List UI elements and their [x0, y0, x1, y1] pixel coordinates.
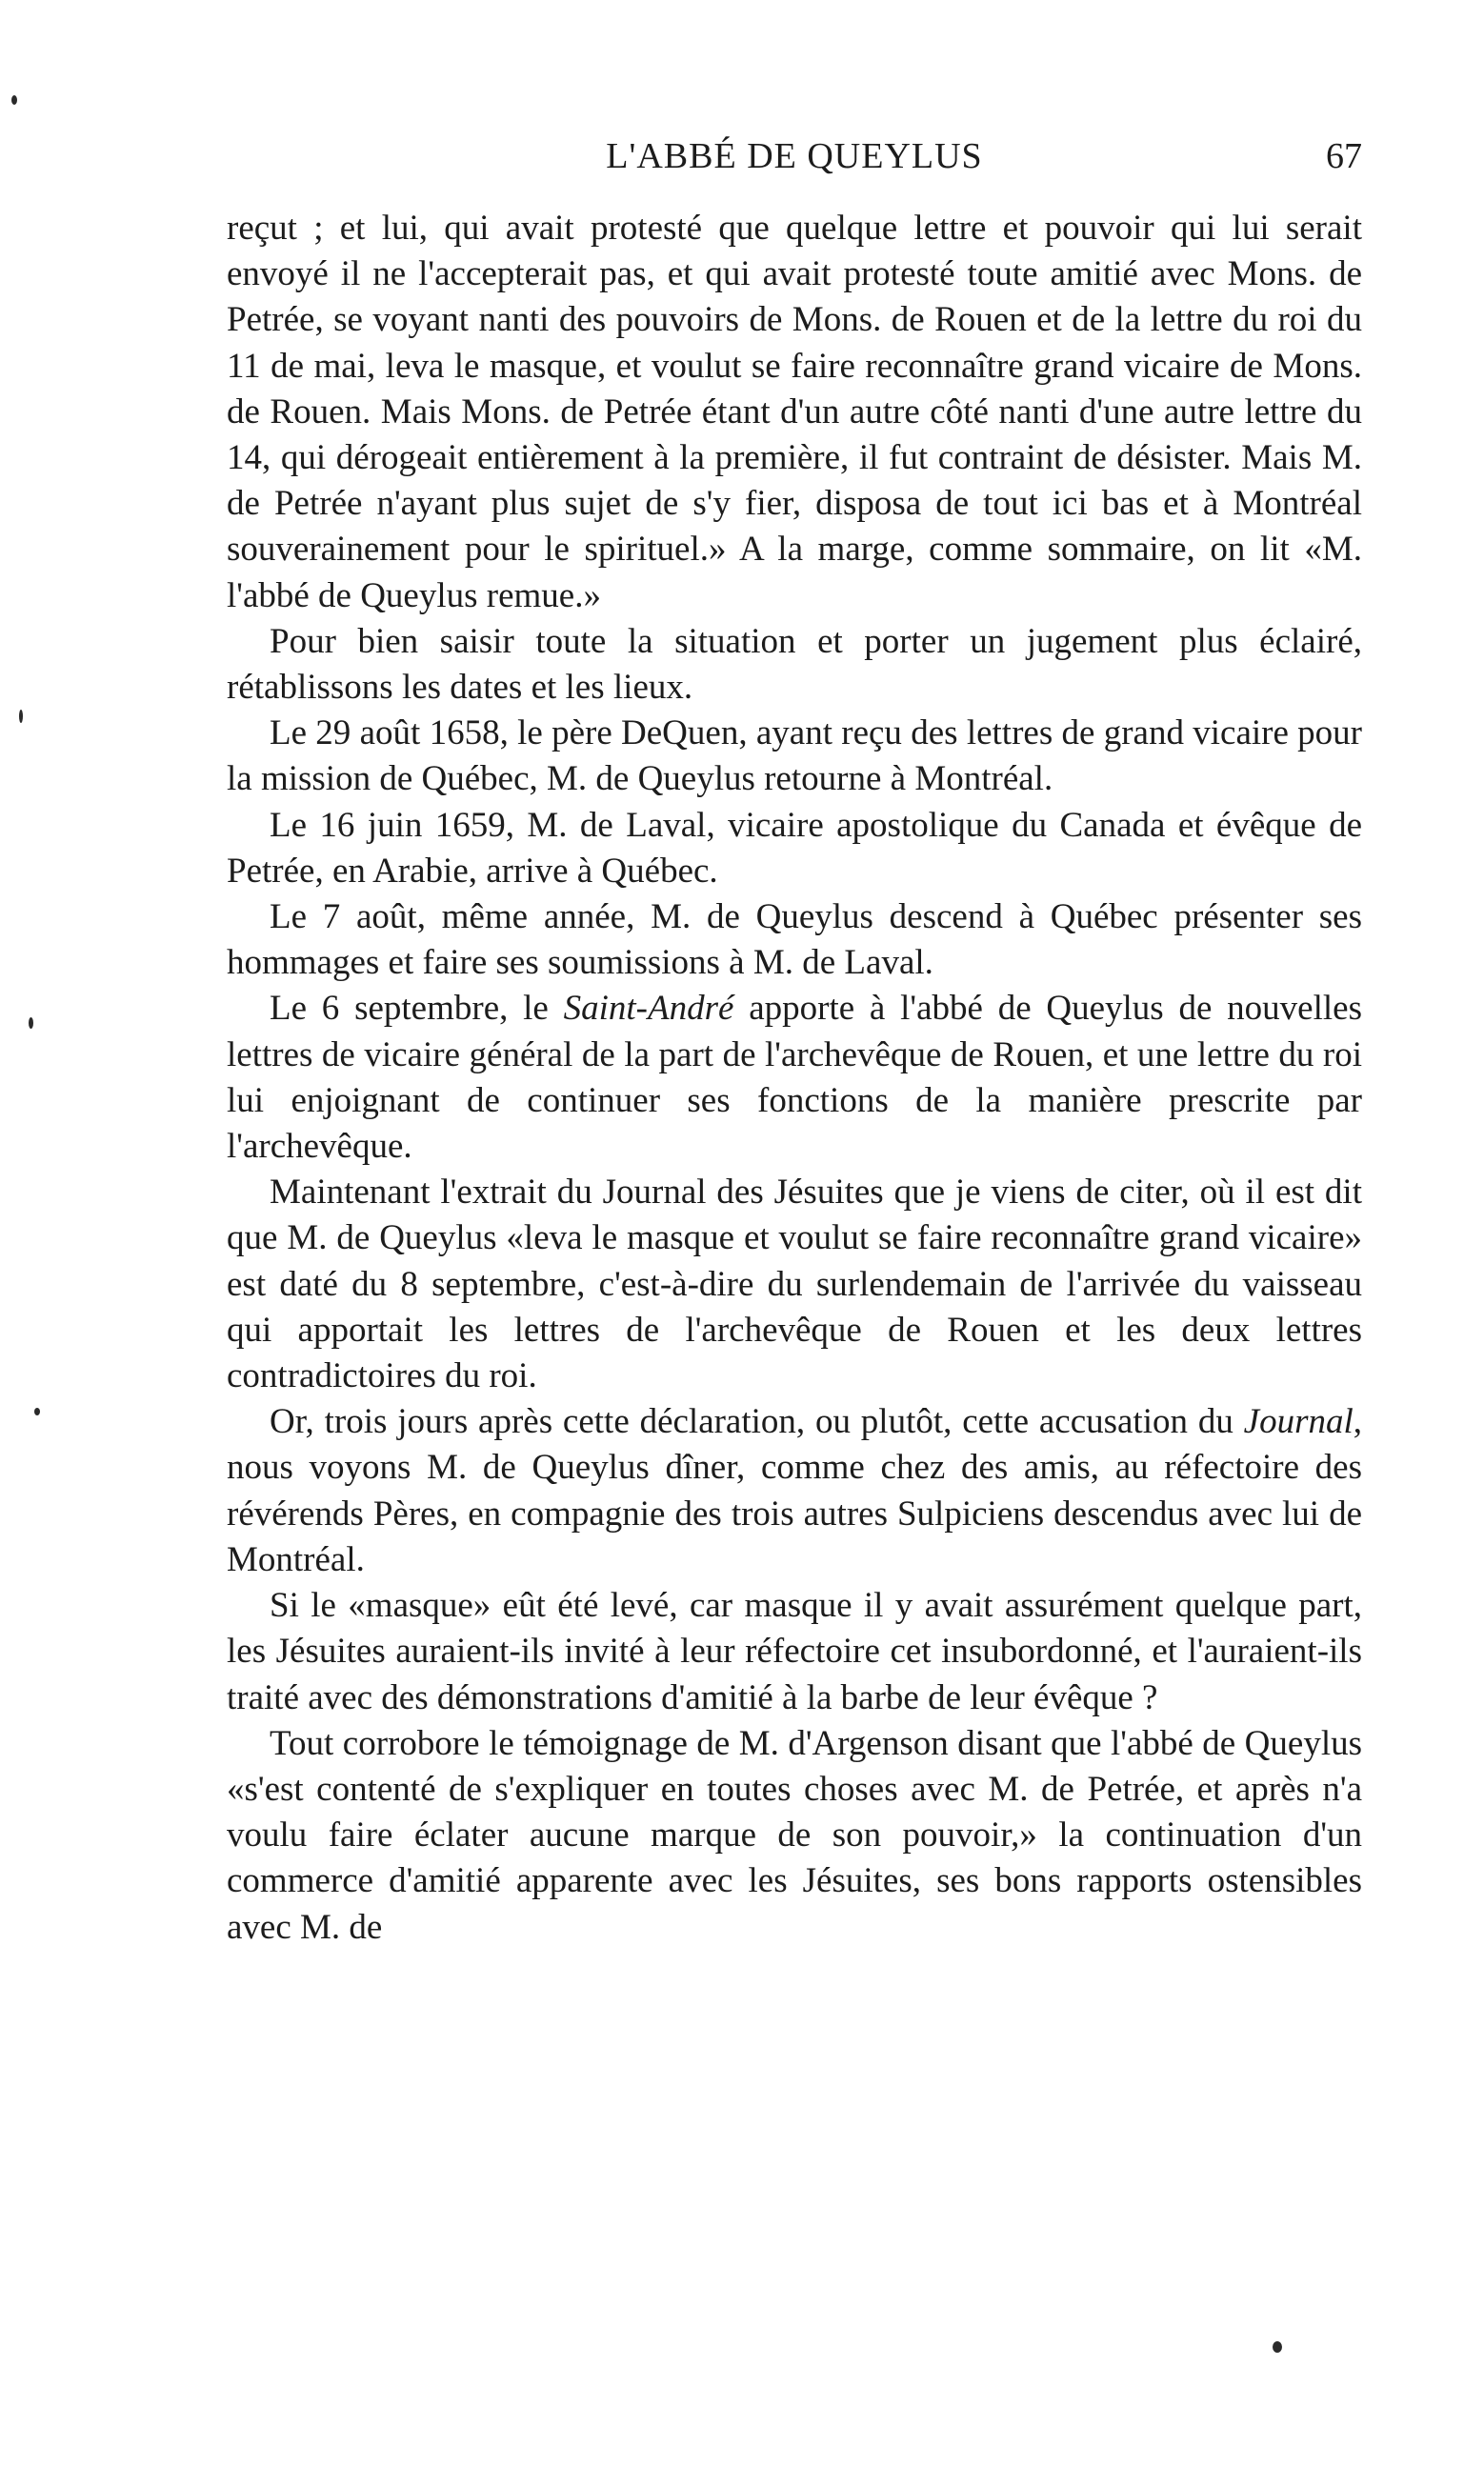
paragraph: reçut ; et lui, qui avait protesté que quelque lettre et pouvoir qui lui serait envoyé il ne l'accepterait pas, et qui avait protesté toute amitié avec Mons. de Petrée, se voyant nanti des pouvoirs de Mons. de Rouen et de la lettre du roi du 11 de mai, leva le masque, et voulut se faire reconnaître grand vicaire de Mons. de Rouen. Mais Mons. de Petrée étant d'un autre côté nanti d'une autre lettre du 14, qui dérogeait entièrement à la première, il fut contraint de désister. Mais M. de Petrée n'ayant plus sujet de s'y fier, disposa de tout ici bas et à Montréal souverainement pour le spirituel.» A la marge, comme sommaire, on lit «M. l'abbé de Queylus remue.»	[227, 209, 1362, 615]
page-number: 67	[1326, 136, 1362, 176]
scan-speck	[1273, 2341, 1282, 2353]
journal-title: Journal	[1243, 1402, 1354, 1442]
ship-name: Saint-André	[563, 989, 734, 1029]
paragraph-text: Le 6 septembre, le	[270, 989, 564, 1029]
paragraph-text: Or, trois jours après cette déclaration, ou plutôt, cette accusation du	[270, 1402, 1244, 1442]
paragraph-text: , nous voyons M. de Queylus dîner, comme chez des amis, au réfectoire des révérends Pères, en compagnie des trois autres Sulpiciens descendus avec lui de Montréal.	[227, 1402, 1362, 1579]
body-text	[227, 206, 1362, 1951]
running-title: L'ABBÉ DE QUEYLUS	[606, 136, 983, 176]
paragraph	[227, 1399, 1362, 1583]
scan-speck	[11, 95, 17, 105]
scan-speck	[29, 1017, 33, 1029]
paragraph: Le 7 août, même année, M. de Queylus descend à Québec présenter ses hommages et faire ses soumissions à M. de Laval.	[227, 897, 1362, 983]
scan-speck	[34, 1408, 40, 1415]
paragraph	[227, 986, 1362, 1170]
paragraph: Maintenant l'extrait du Journal des Jésuites que je viens de citer, où il est dit que M. de Queylus «leva le masque et voulut se faire reconnaître grand vicaire» est daté du 8 septembre, c'est-à-dire du surlendemain de l'arrivée du vaisseau qui apportait les lettres de l'archevêque de Rouen et les deux lettres contradictoires du roi.	[227, 1173, 1362, 1396]
paragraph: Tout corrobore le témoignage de M. d'Argenson disant que l'abbé de Queylus «s'est contenté de s'expliquer en toutes choses avec M. de Petrée, et après n'a voulu faire éclater aucune marque de son pouvoir,» la continuation d'un commerce d'amitié apparente avec les Jésuites, ses bons rapports ostensibles avec M. de	[227, 1723, 1362, 1947]
scan-speck	[19, 710, 23, 723]
paragraph: Le 29 août 1658, le père DeQuen, ayant reçu des lettres de grand vicaire pour la mission de Québec, M. de Queylus retourne à Montréal.	[227, 713, 1362, 799]
paragraph: Le 16 juin 1659, M. de Laval, vicaire apostolique du Canada et évêque de Petrée, en Arabie, arrive à Québec.	[227, 805, 1362, 891]
paragraph: Si le «masque» eût été levé, car masque il y avait assurément quelque part, les Jésuites auraient-ils invité à leur réfectoire cet insubordonné, et l'auraient-ils traité avec des démonstrations d'amitié à la barbe de leur évêque ?	[227, 1586, 1362, 1717]
paragraph-text: apporte à l'abbé de Queylus de nouvelles lettres de vicaire général de la part de l'archevêque de Rouen, et une lettre du roi lui enjoignant de continuer ses fonctions de la manière prescrite par l'archevêque.	[227, 989, 1362, 1167]
paragraph: Pour bien saisir toute la situation et porter un jugement plus éclairé, rétablissons les dates et les lieux.	[227, 621, 1362, 708]
page-header	[227, 131, 1362, 181]
